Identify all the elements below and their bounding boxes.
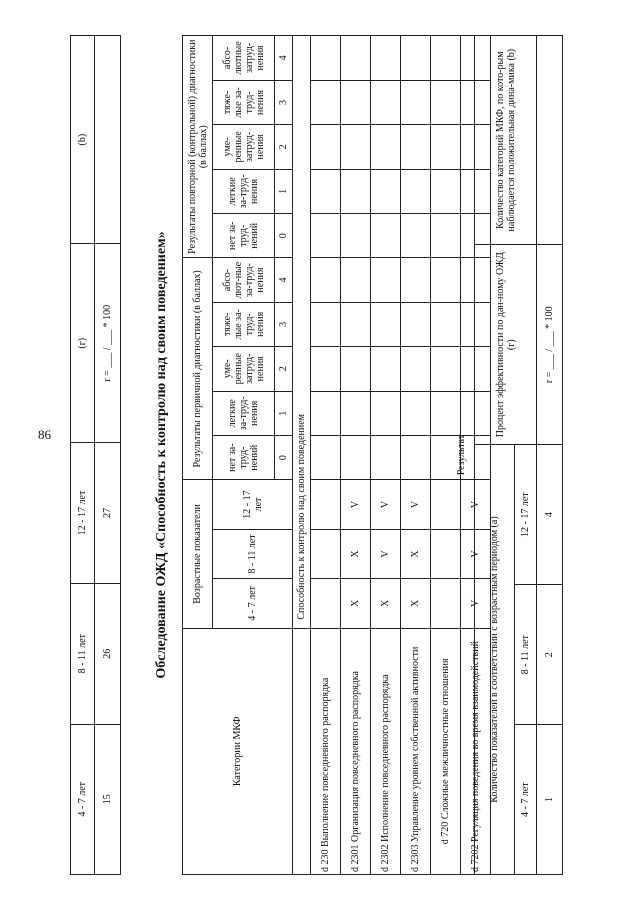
row-mark: V [371,529,401,578]
efficiency-header: Процент эффективности по дан-ному ОЖД (г) [475,245,537,445]
row-mark [311,480,341,529]
page-number: 86 [38,427,51,442]
table-row [341,36,371,875]
bottom-age-1: 4 - 7 лет [515,725,537,875]
count-header: Количество показателей в соответствии с возрастным периодом (а) [475,445,515,875]
age-header-1: 4 - 7 лет [213,579,293,628]
bottom-table [474,35,563,875]
primary-col-3: тяже-лые за-труд-нения [213,302,275,346]
repeat-col-0: нет за-труд-нений [213,214,275,258]
repeat-col-3: тяже-лые за-труд-нения [213,80,275,124]
primary-score-0: 0 [275,435,293,479]
top-header-age-1: 4 - 7 лет [71,724,95,874]
row-mark: V [401,480,431,529]
top-value-age-1: 15 [95,724,121,874]
age-header-2: 8 - 11 лет [213,529,293,578]
age-header-3: 12 - 17 лет [213,480,293,529]
repeat-score-3: 3 [275,80,293,124]
bottom-age-3: 12 - 17 лет [515,445,537,585]
table-row [401,36,431,875]
row-label: d 2301 Организация повседневного распорядка [341,628,371,874]
table-row [371,36,401,875]
primary-col-0: нет за-труд-нений [213,435,275,479]
bottom-value-3: 4 [537,445,563,585]
row-mark: X [401,579,431,628]
row-mark [311,529,341,578]
row-label: d 7202 Регуляция поведения во время взаимодействий [461,628,491,874]
primary-score-1: 1 [275,391,293,435]
repeat-col-2: уме-ренные затруд-нения [213,125,275,170]
repeat-score-0: 0 [275,214,293,258]
row-mark: X [371,579,401,628]
row-label: d 230 Выполнение повседневного распорядка [311,628,341,874]
repeat-score-1: 1 [275,169,293,213]
row-mark [311,579,341,628]
row-label: d 2303 Управление уровнем собственной активности [401,628,431,874]
top-value-b [95,36,121,244]
rotated-sheet [60,25,580,885]
row-mark: V [371,480,401,529]
row-mark: V [341,480,371,529]
col-category-header: Категории МКФ [183,628,293,874]
bottom-formula: r = ___ / ___ * 100 [537,245,563,445]
section-empty-cell [293,628,311,874]
row-mark: V [461,529,491,578]
top-header-b: (b) [71,36,95,244]
result-label: Результат [456,434,467,476]
main-table [182,35,491,875]
dynamics-header: Количество категорий МКФ, по кото-рым наблюдается положительная дина-мика (b) [475,36,537,245]
repeat-col-4: абсо-лютные затруд-нения [213,36,275,81]
primary-diagnostics-header: Результаты первичной диагностики (в баллах) [183,258,213,480]
primary-col-1: легкие за-труд-нения [213,391,275,435]
row-label: d 720 Сложные межличностные отношения [431,628,461,874]
primary-score-3: 3 [275,302,293,346]
primary-score-4: 4 [275,258,293,302]
page-title: Обследование ОЖД «Способность к контролю над своим поведением» [154,231,169,679]
repeat-diagnostics-header: Результаты повторной (контрольной) диагностики (в баллах) [183,36,213,258]
repeat-score-2: 2 [275,125,293,170]
row-mark: X [401,529,431,578]
row-mark: X [341,579,371,628]
bottom-age-2: 8 - 11 лет [515,585,537,725]
top-value-age-3: 27 [95,443,121,584]
top-header-age-3: 12 - 17 лет [71,443,95,584]
repeat-score-4: 4 [275,36,293,81]
primary-col-2: уме-ренные затруд-нения [213,346,275,391]
top-header-g: (г) [71,244,95,443]
top-value-formula: r = ___ / ___ * 100 [95,244,121,443]
row-mark: V [461,480,491,529]
bottom-value-2: 2 [537,585,563,725]
top-value-age-2: 26 [95,583,121,724]
bottom-value-1: 1 [537,725,563,875]
col-age-group-header: Возрастные показатели [183,480,213,628]
section-header: Способность к контролю над своим поведением [293,36,311,629]
row-mark: V [461,579,491,628]
table-row [311,36,341,875]
primary-score-2: 2 [275,346,293,391]
bottom-dynamics-value [537,36,563,245]
primary-col-4: абсо-лют-ные за-труд-нения [213,258,275,302]
top-header-age-2: 8 - 11 лет [71,583,95,724]
repeat-col-1: легкие за-труд-нения [213,169,275,213]
row-label: d 2302 Исполнение повседневного распорядка [371,628,401,874]
top-table [70,35,121,875]
row-mark: X [341,529,371,578]
